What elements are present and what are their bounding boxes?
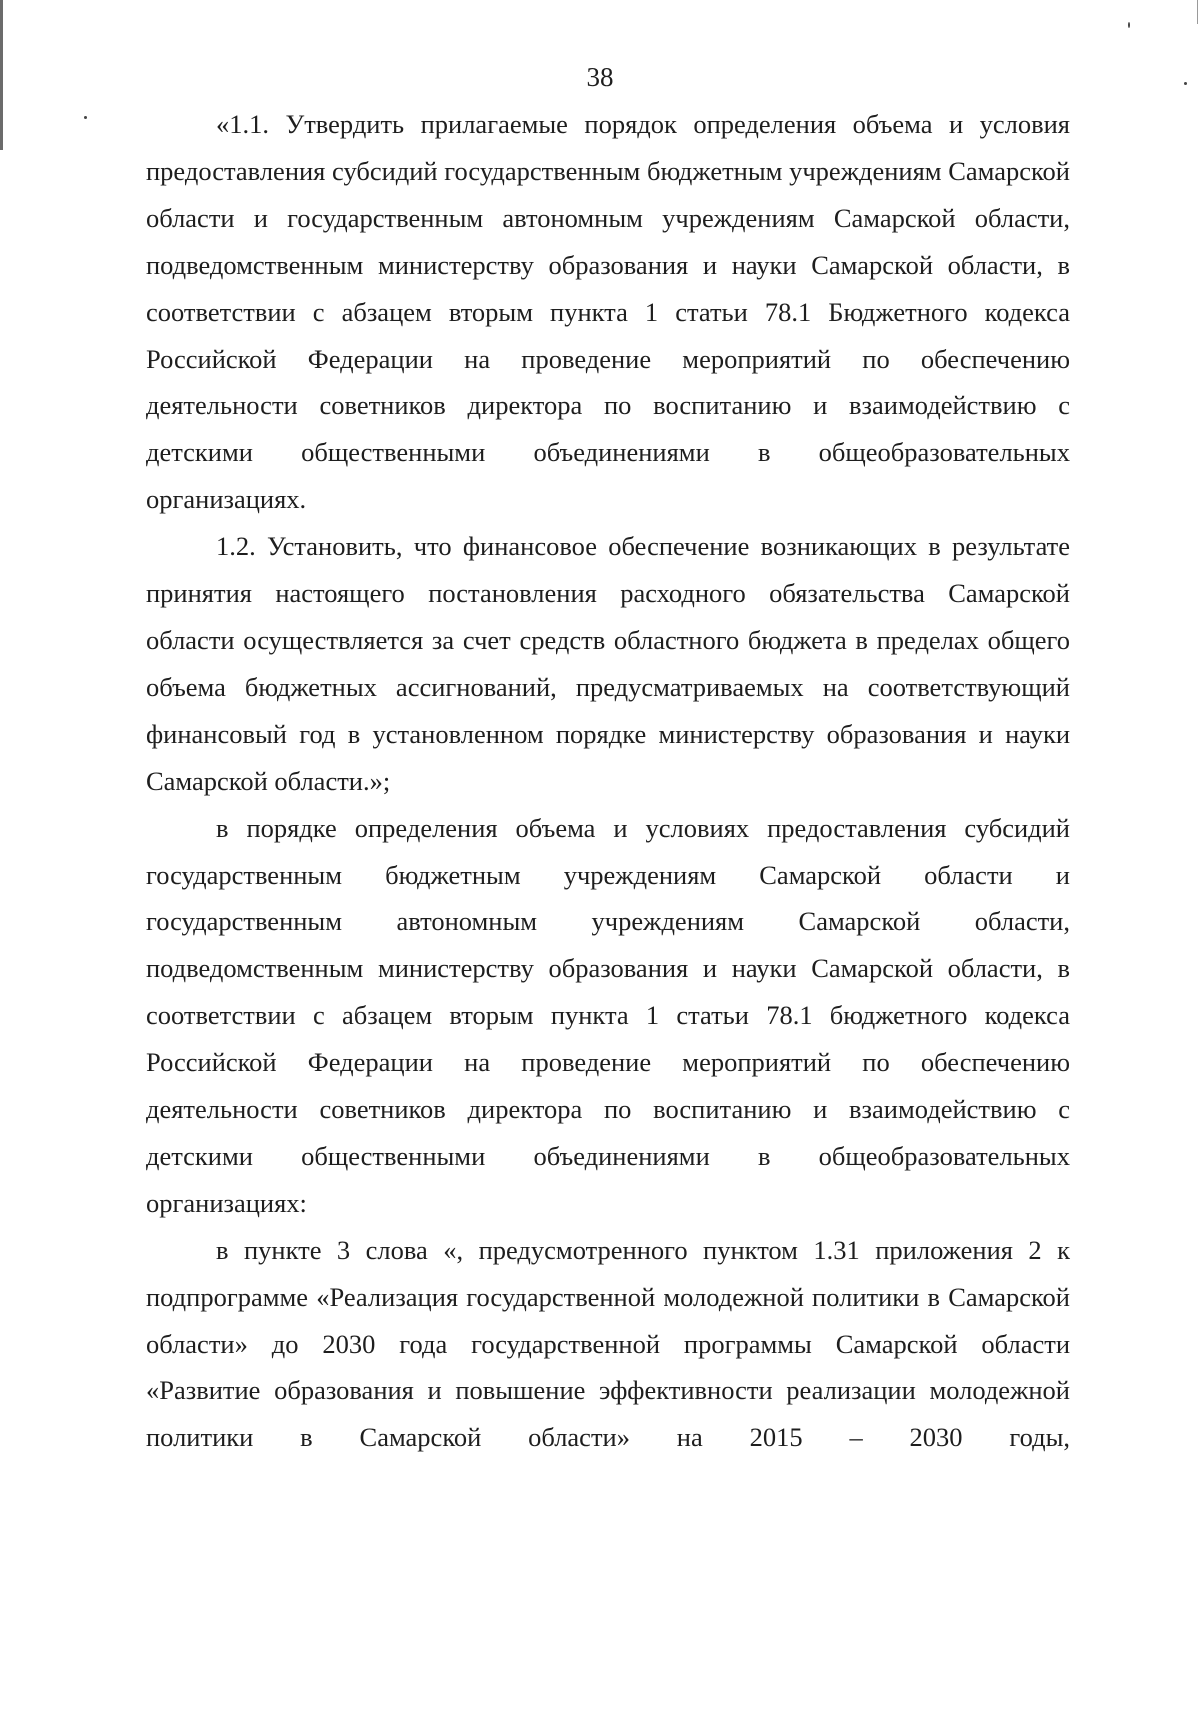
paragraph-1-1: «1.1. Утвердить прилагаемые порядок определения объема и условия предоставления субсидий государственным бюджетным учреждениям Самарской области и государственным автономным учреждениям Самарской области, подведомственным министерству образования и науки Самарской области, в соответствии с абзацем вторым пункта 1 статьи 78.1 Бюджетного кодекса Российской Федерации на проведение мероприятий по обеспечению деятельности советников директора по воспитанию и взаимодействию с детскими общественными объединениями в общеобразовательных организациях. <box>146 109 1070 515</box>
scan-speck <box>1128 22 1130 28</box>
paragraph-1-2: 1.2. Установить, что финансовое обеспечение возникающих в результате принятия настоящего постановления расходного обязательства Самарской области осуществляется за счет средств областного бюджета в пределах общего объема бюджетных ассигнований, предусматриваемых на соответствующий финансовый год в установленном порядке министерству образования и науки Самарской области.»; <box>146 531 1070 796</box>
scan-edge-right <box>1197 0 1198 24</box>
document-body <box>146 101 1070 1461</box>
scan-speck <box>84 116 87 119</box>
paragraph-procedure-amendment: в порядке определения объема и условиях предоставления субсидий государственным бюджетным учреждениям Самарской области и государственным автономным учреждениям Самарской области, подведомственным министерству образования и науки Самарской области, в соответствии с абзацем вторым пункта 1 статьи 78.1 бюджетного кодекса Российской Федерации на проведение мероприятий по обеспечению деятельности советников директора по воспитанию и взаимодействию с детскими общественными объединениями в общеобразовательных организациях: <box>146 812 1070 1218</box>
paragraph-item-3-amendment: в пункте 3 слова «, предусмотренного пунктом 1.31 приложения 2 к подпрограмме «Реализация государственной молодежной политики в Самарской области» до 2030 года государственной программы Самарской области «Развитие образования и повышение эффективности реализации молодежной политики в Самарской области» на 2015 – 2030 годы, <box>146 1234 1070 1453</box>
page-number: 38 <box>586 62 614 92</box>
